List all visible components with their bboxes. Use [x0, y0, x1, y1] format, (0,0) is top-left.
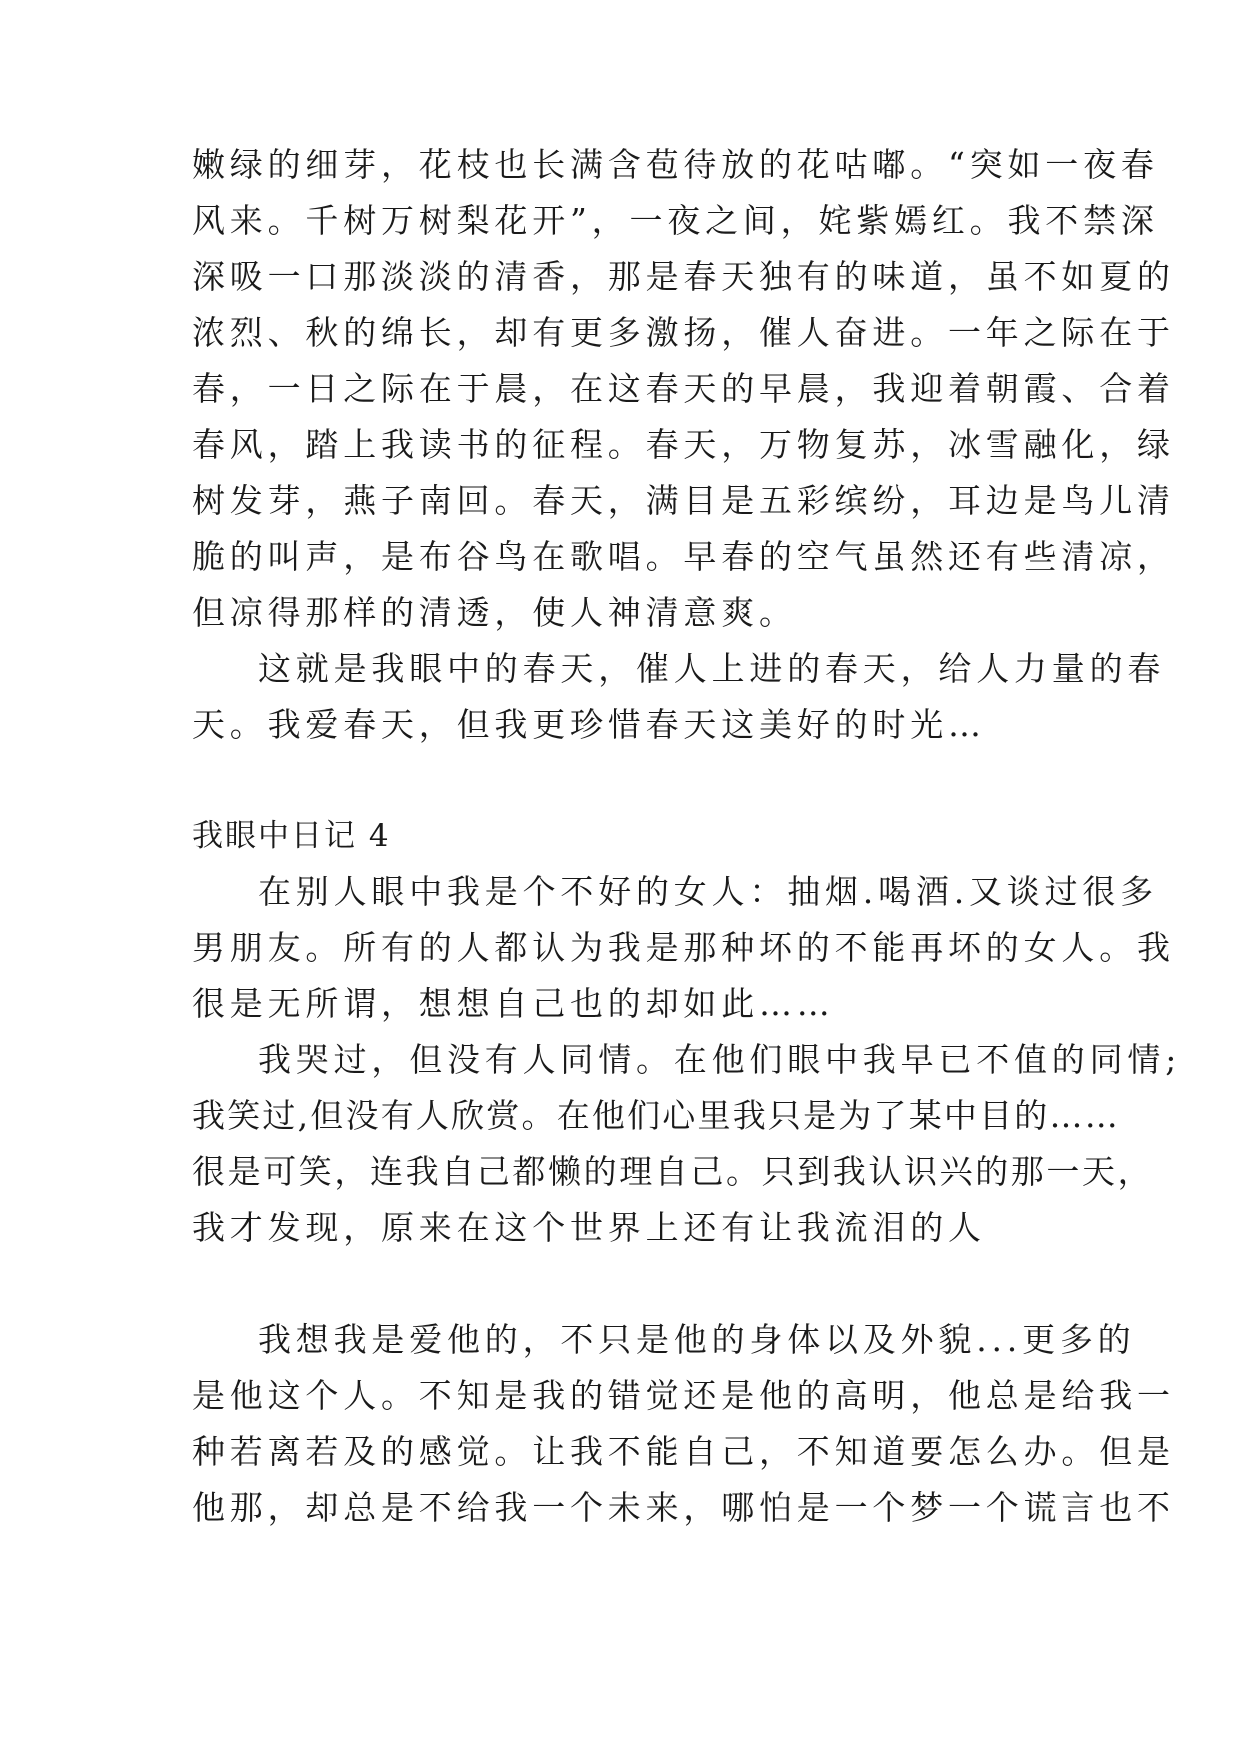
text-line: 我才发现，原来在这个世界上还有让我流泪的人	[192, 1208, 986, 1247]
text-line: 很是无所谓，想想自己也的却如此……	[192, 984, 835, 1023]
text-line: 天。我爱春天，但我更珍惜春天这美好的时光…	[192, 705, 986, 744]
text-line: 树发芽，燕子南回。春天，满目是五彩缤纷，耳边是鸟儿清	[192, 481, 1175, 520]
text-line: 我笑过,但没有人欣赏。在他们心里我只是为了某中目的……	[192, 1096, 1120, 1135]
text-line: 男朋友。所有的人都认为我是那种坏的不能再坏的女人。我	[192, 928, 1175, 967]
text-line: 是他这个人。不知是我的错觉还是他的高明，他总是给我一	[192, 1376, 1175, 1415]
text-line: 这就是我眼中的春天，催人上进的春天，给人力量的春	[258, 649, 1166, 688]
text-line: 风来。千树万树梨花开”，一夜之间，姹紫嫣红。我不禁深	[192, 201, 1159, 240]
text-line: 嫩绿的细芽，花枝也长满含苞待放的花咕嘟。“突如一夜春	[192, 145, 1159, 184]
text-line: 脆的叫声，是布谷鸟在歌唱。早春的空气虽然还有些清凉，	[192, 537, 1175, 576]
text-line: 浓烈、秋的绵长，却有更多激扬，催人奋进。一年之际在于	[192, 313, 1175, 352]
section-heading: 我眼中日记 4	[192, 818, 391, 854]
text-line: 种若离若及的感觉。让我不能自己，不知道要怎么办。但是	[192, 1432, 1175, 1471]
text-line: 很是可笑，连我自己都懒的理自己。只到我认识兴的那一天，	[192, 1152, 1154, 1191]
text-line: 我哭过，但没有人同情。在他们眼中我早已不值的同情;	[258, 1040, 1182, 1079]
text-line: 春风，踏上我读书的征程。春天，万物复苏，冰雪融化，绿	[192, 425, 1175, 464]
text-line: 他那，却总是不给我一个未来，哪怕是一个梦一个谎言也不	[192, 1488, 1175, 1527]
text-line: 在别人眼中我是个不好的女人：抽烟.喝酒.又谈过很多	[258, 872, 1158, 911]
text-line: 我想我是爱他的，不只是他的身体以及外貌...更多的	[258, 1320, 1136, 1359]
text-line: 春，一日之际在于晨，在这春天的早晨，我迎着朝霞、合着	[192, 369, 1175, 408]
text-line: 但凉得那样的清透，使人神清意爽。	[192, 593, 797, 632]
text-line: 深吸一口那淡淡的清香，那是春天独有的味道，虽不如夏的	[192, 257, 1175, 296]
